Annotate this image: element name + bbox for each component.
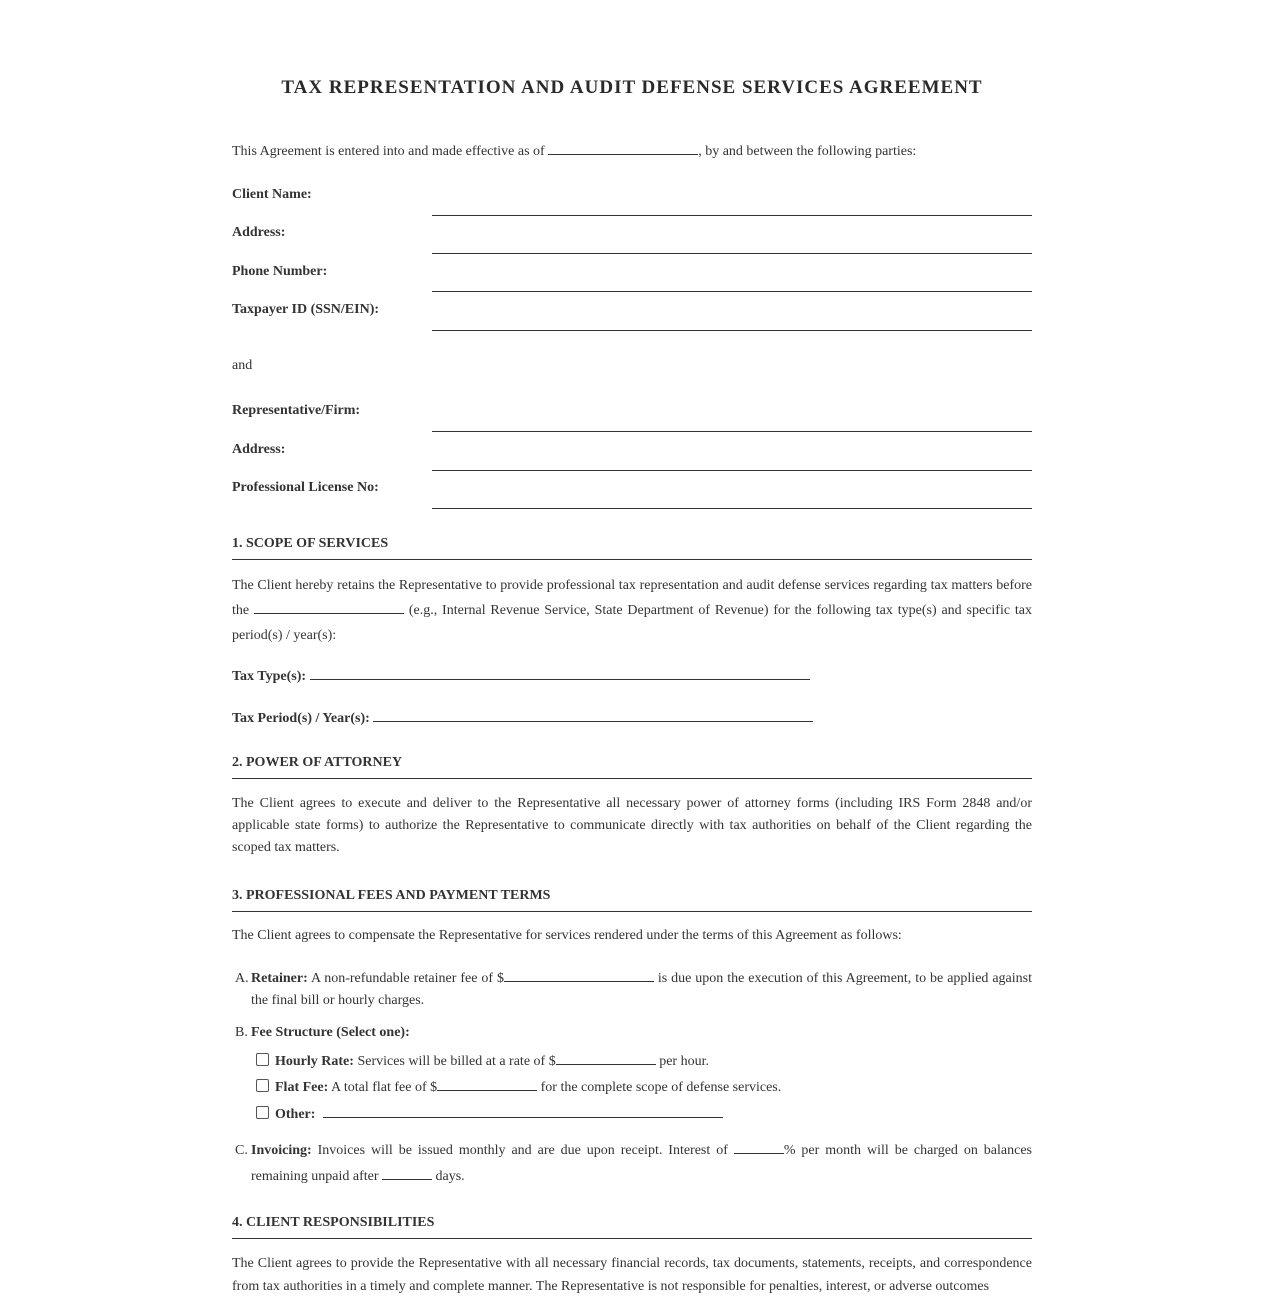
retainer-marker: A. [235, 971, 249, 986]
hourly-rate-field[interactable] [556, 1051, 656, 1065]
rep-firm-label: Representative/Firm: [232, 403, 361, 418]
client-address-row [232, 225, 1032, 263]
fee-structure-item [232, 1022, 1032, 1044]
hourly-rate-text-after: per hour. [659, 1054, 709, 1069]
other-fee-field[interactable] [323, 1104, 723, 1118]
intro-text-after: , by and between the following parties: [698, 144, 917, 159]
fee-structure-marker: B. [235, 1025, 248, 1040]
rep-address-row [232, 442, 1032, 480]
section-2-text: The Client agrees to execute and deliver to the Representative all necessary power of attorney forms (including IRS Form 2848 and/or applicable state forms) to authorize the Representative to communicate directly with tax authorities on behalf of the Client regarding the scoped tax matters. [232, 796, 1032, 855]
section-3-heading: 3. PROFESSIONAL FEES AND PAYMENT TERMS [232, 888, 1032, 912]
client-phone-field[interactable] [432, 291, 1032, 292]
rep-license-row [232, 480, 1032, 518]
intro-paragraph [232, 141, 1032, 161]
client-taxpayer-id-label: Taxpayer ID (SSN/EIN): [232, 302, 380, 317]
client-name-field[interactable] [432, 215, 1032, 216]
section-2-heading: 2. POWER OF ATTORNEY [232, 755, 1032, 779]
rep-license-field[interactable] [432, 508, 1032, 509]
invoicing-text-a: Invoices will be issued monthly and are due upon receipt. Interest of [317, 1143, 728, 1158]
rep-address-field[interactable] [432, 470, 1032, 471]
rep-firm-row [232, 403, 1032, 441]
flat-fee-option [256, 1077, 1016, 1097]
retainer-amount-field[interactable] [504, 968, 654, 982]
rep-address-label: Address: [232, 442, 286, 457]
retainer-label: Retainer: [251, 971, 308, 986]
flat-fee-text-after: for the complete scope of defense services. [540, 1080, 782, 1095]
invoicing-text-c: days. [435, 1169, 465, 1184]
tax-period-field[interactable] [373, 708, 813, 722]
section-1-text-after: (e.g., Internal Revenue Service, State Department of Revenue) for the following tax type(s) and specific tax period(s) / year(s): [232, 603, 1033, 643]
retainer-text-after: is due upon the execution of this Agreement, to be applied against the final bill or hourly charges. [251, 971, 1032, 1008]
retainer-text-before: A non-refundable retainer fee of $ [310, 971, 504, 986]
other-fee-option [256, 1104, 1016, 1124]
flat-fee-text-before: A total flat fee of $ [330, 1080, 438, 1095]
rep-license-label: Professional License No: [232, 480, 379, 495]
client-address-label: Address: [232, 225, 286, 240]
section-1-heading: 1. SCOPE OF SERVICES [232, 536, 1032, 560]
section-3-intro: The Client agrees to compensate the Representative for services rendered under the terms of this Agreement as follows: [232, 928, 902, 943]
other-fee-label: Other: [275, 1107, 316, 1122]
tax-period-label: Tax Period(s) / Year(s): [232, 711, 370, 726]
client-phone-row [232, 264, 1032, 302]
flat-fee-field[interactable] [437, 1077, 537, 1091]
client-taxpayer-id-field[interactable] [432, 330, 1032, 331]
client-name-label: Client Name: [232, 187, 312, 202]
effective-date-field[interactable] [548, 141, 698, 155]
invoicing-label: Invoicing: [251, 1143, 312, 1158]
section-4-heading: 4. CLIENT RESPONSIBILITIES [232, 1215, 1032, 1239]
client-name-row [232, 187, 1032, 225]
section-1-text [232, 573, 1032, 648]
tax-type-label: Tax Type(s): [232, 669, 307, 684]
tax-type-field[interactable] [310, 666, 810, 680]
flat-fee-label: Flat Fee: [275, 1080, 329, 1095]
other-fee-checkbox[interactable] [256, 1106, 269, 1119]
flat-fee-checkbox[interactable] [256, 1079, 269, 1092]
client-phone-label: Phone Number: [232, 264, 328, 279]
fee-structure-label: Fee Structure (Select one): [251, 1025, 410, 1040]
tax-authority-field[interactable] [254, 600, 404, 614]
hourly-rate-checkbox[interactable] [256, 1053, 269, 1066]
client-address-field[interactable] [432, 253, 1032, 254]
intro-text-before: This Agreement is entered into and made effective as of [232, 144, 545, 159]
section-4-text: The Client agrees to provide the Representative with all necessary financial records, tax documents, statements, receipts, and correspondence from tax authorities in a timely and complete manner. The Representative is not responsible for penalties, interest, or adverse outcomes [232, 1256, 1032, 1294]
invoicing-marker: C. [235, 1143, 248, 1158]
tax-period-row [232, 708, 813, 727]
interest-rate-field[interactable] [734, 1140, 784, 1154]
hourly-rate-text-before: Services will be billed at a rate of $ [357, 1054, 556, 1069]
rep-firm-field[interactable] [432, 431, 1032, 432]
invoicing-item [232, 1138, 1032, 1190]
client-taxpayer-id-row [232, 302, 1032, 340]
invoicing-text-b: % per month will be charged on balances remaining unpaid after [251, 1143, 1032, 1184]
hourly-rate-option [256, 1051, 1016, 1071]
document-title: TAX REPRESENTATION AND AUDIT DEFENSE SERVICES AGREEMENT [281, 77, 983, 98]
retainer-item [232, 968, 1032, 1012]
unpaid-days-field[interactable] [382, 1166, 432, 1180]
hourly-rate-label: Hourly Rate: [275, 1054, 354, 1069]
section-1-text-before: The Client hereby retains the Representative to provide professional tax representation and audit defense services regarding tax matters before the [232, 578, 1032, 618]
tax-type-row [232, 666, 810, 685]
and-text: and [232, 358, 253, 373]
